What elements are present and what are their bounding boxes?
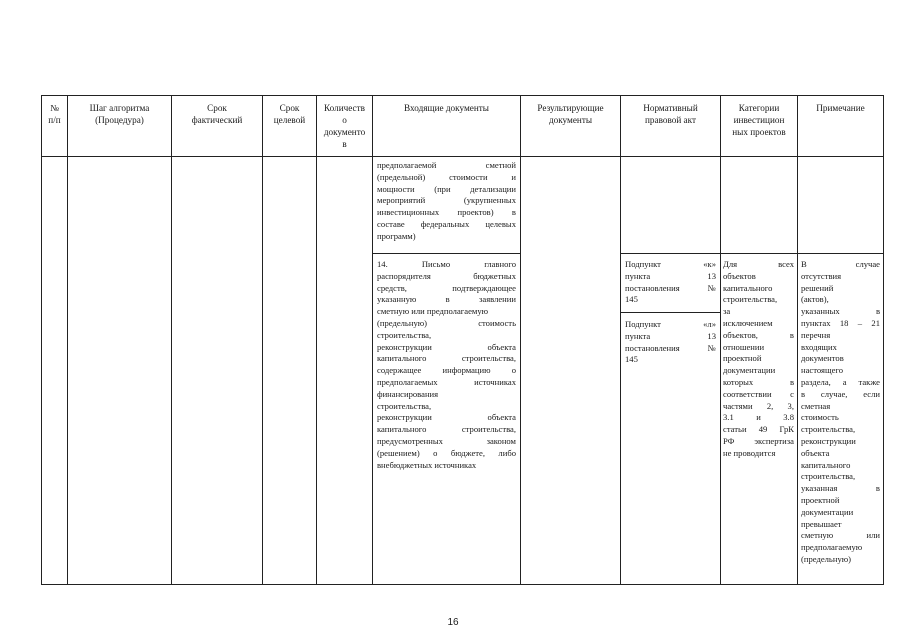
text-line: объектов, в	[723, 329, 794, 340]
text-line: указанных в	[801, 306, 880, 317]
col-border-8	[720, 95, 721, 585]
text-line: (предельной) стоимости и	[377, 171, 516, 182]
text-line: частями 2, 3,	[723, 400, 794, 411]
text-line: строительства,	[801, 424, 856, 435]
header-normative-act: Нормативный правовой акт	[643, 103, 698, 125]
text-line: составе федеральных целевых	[377, 218, 516, 229]
text-line: за	[723, 306, 731, 317]
text-line: объектов	[723, 270, 756, 281]
text-line: капитального	[801, 459, 851, 470]
header-target-term: Срок целевой	[273, 103, 306, 125]
text-line: строительства,	[377, 400, 432, 411]
text-line: 3.1 и 3.8	[723, 412, 794, 423]
text-line: капитального	[723, 282, 773, 293]
text-line: реконструкции	[801, 435, 856, 446]
page-number: 16	[447, 617, 459, 628]
col-border-10	[883, 95, 884, 585]
text-line: Подпункт «к»	[625, 259, 716, 269]
col-border-5	[372, 95, 373, 585]
header-num: № п/п	[48, 103, 61, 125]
header-actual-term: Срок фактический	[191, 103, 243, 125]
text-line: решений	[801, 282, 834, 293]
text-line: отношении	[723, 341, 765, 352]
text-line: 145	[625, 294, 638, 305]
normative-subdivider	[620, 312, 720, 313]
text-line: входящих	[801, 341, 837, 352]
text-line: пункта 13	[625, 330, 716, 341]
row2-incoming-text	[377, 259, 516, 471]
text-line: внебюджетных источниках	[377, 459, 477, 470]
text-line: 145	[625, 354, 638, 365]
text-line: проектной	[723, 353, 762, 364]
text-line: предполагаемой сметной	[377, 160, 516, 170]
header-bottom-border	[41, 156, 884, 157]
col-border-0	[41, 95, 42, 585]
row-divider-right	[620, 253, 884, 254]
header-step: Шаг алгоритма (Процедура)	[89, 103, 150, 125]
row-divider-incoming	[372, 253, 520, 254]
header-resulting-docs: Результирующие документы	[537, 103, 604, 125]
text-line: постановления №	[625, 282, 716, 293]
header-note: Примечание	[816, 103, 865, 113]
header-project-categories: Категории инвестицион ных проектов	[732, 103, 786, 137]
text-line: строительства,	[801, 471, 856, 482]
text-line: сметная	[801, 400, 831, 411]
text-line: капитального строительства,	[377, 424, 516, 435]
text-line: средств, подтверждающее	[377, 282, 516, 293]
col-border-3	[262, 95, 263, 585]
text-line: документации	[723, 365, 776, 376]
col-border-9	[797, 95, 798, 585]
row2-normative-b	[625, 319, 716, 366]
row2-categories-text	[723, 259, 794, 460]
row2-normative-a	[625, 259, 716, 306]
col-border-2	[171, 95, 172, 585]
text-line: инвестиционных проектов) в	[377, 207, 516, 218]
header-incoming-docs: Входящие документы	[404, 103, 489, 113]
text-line: исключением	[723, 317, 773, 328]
text-line: сметную или	[801, 530, 880, 541]
text-line: документов	[801, 353, 844, 364]
text-line: сметную или предполагаемую	[377, 306, 489, 317]
text-line: (актов),	[801, 294, 829, 305]
text-line: Для всех	[723, 259, 794, 269]
row2-note-text	[801, 259, 880, 566]
text-line: в случае, если	[801, 388, 880, 399]
col-border-4	[316, 95, 317, 585]
text-line: (решением) о бюджете, либо	[377, 447, 516, 458]
header-doc-count: Количеств о документо в	[323, 103, 366, 149]
text-line: программ)	[377, 230, 416, 241]
text-line: отсутствия	[801, 270, 842, 281]
text-line: раздела, а также	[801, 376, 880, 387]
text-line: указанная в	[801, 483, 880, 494]
text-line: распорядителя бюджетных	[377, 270, 516, 281]
text-line: указанную в заявлении	[377, 294, 516, 305]
col-border-7	[620, 95, 621, 585]
col-border-1	[67, 95, 68, 585]
text-line: превышает	[801, 518, 842, 529]
col-border-6	[520, 95, 521, 585]
text-line: (предельную) стоимость	[377, 317, 516, 328]
text-line: предусмотренных законом	[377, 435, 516, 446]
text-line: настоящего	[801, 365, 843, 376]
text-line: реконструкции объекта	[377, 412, 516, 423]
text-line: мероприятий (укрупненных	[377, 195, 516, 206]
text-line: соответствии с	[723, 388, 794, 399]
text-line: документации	[801, 506, 854, 517]
text-line: Подпункт «л»	[625, 319, 716, 329]
text-line: постановления №	[625, 342, 716, 353]
text-line: пункта 13	[625, 270, 716, 281]
text-line: реконструкции объекта	[377, 341, 516, 352]
text-line: предполагаемых источниках	[377, 376, 516, 387]
text-line: перечня	[801, 329, 831, 340]
text-line: 14. Письмо главного	[377, 259, 516, 269]
text-line: не проводится	[723, 447, 776, 458]
text-line: В случае	[801, 259, 880, 269]
text-line: содержащее информацию о	[377, 365, 516, 376]
text-line: строительства,	[723, 294, 778, 305]
text-line: объекта	[801, 447, 830, 458]
text-line: статьи 49 ГрК	[723, 424, 794, 435]
text-line: которых в	[723, 376, 794, 387]
table-bottom-border	[41, 584, 884, 585]
row1-incoming-text	[377, 160, 516, 243]
text-line: предполагаемую	[801, 542, 863, 553]
text-line: капитального строительства,	[377, 353, 516, 364]
text-line: (предельную)	[801, 553, 852, 564]
text-line: строительства,	[377, 329, 432, 340]
text-line: финансирования	[377, 388, 439, 399]
text-line: пунктах 18 – 21	[801, 317, 880, 328]
text-line: стоимость	[801, 412, 839, 423]
text-line: РФ экспертиза	[723, 435, 794, 446]
table-top-border	[41, 95, 884, 96]
text-line: мощности (при детализации	[377, 183, 516, 194]
text-line: проектной	[801, 494, 840, 505]
